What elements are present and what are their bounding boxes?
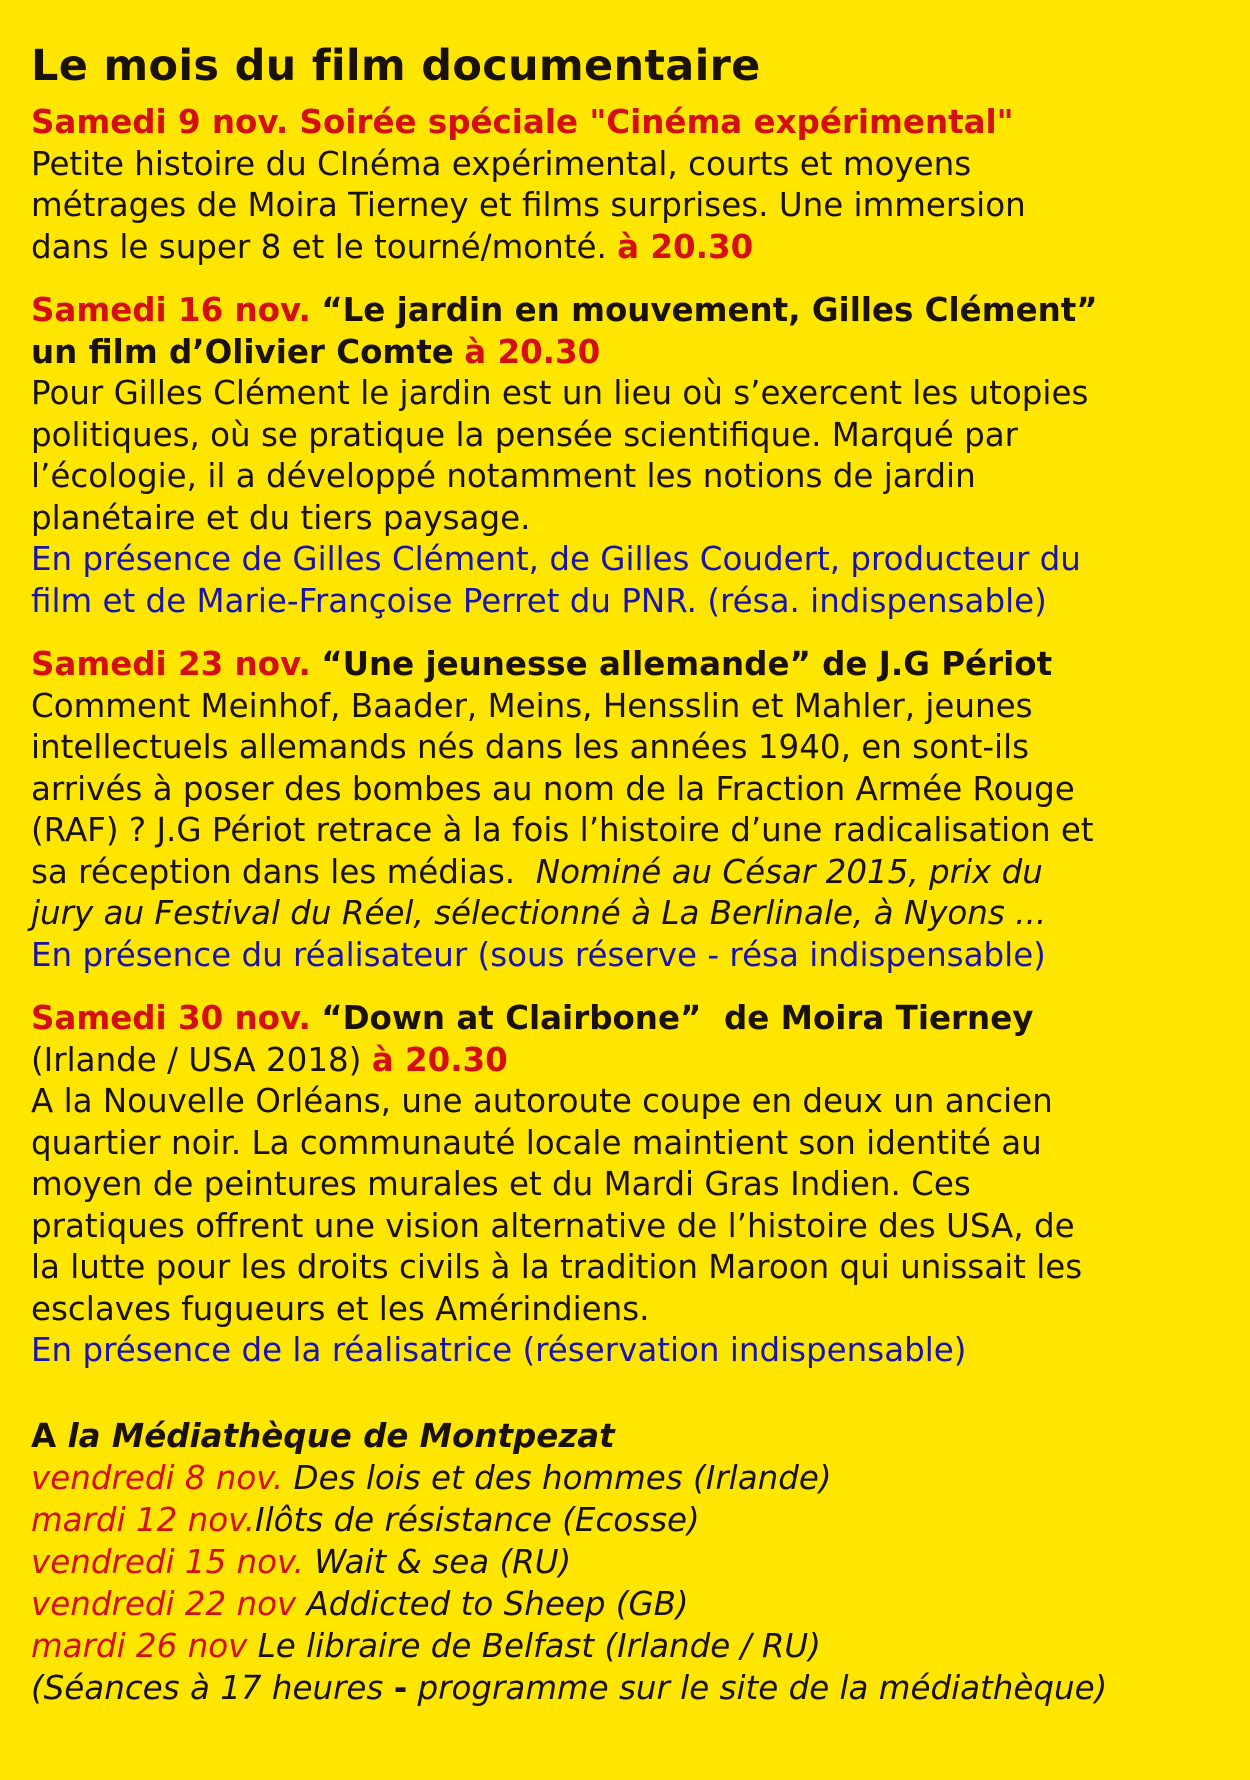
event-1 bbox=[31, 102, 1220, 268]
mediatheque-footer bbox=[31, 1667, 1220, 1709]
event-desc-line: A la Nouvelle Orléans, une autoroute coupe en deux un ancien bbox=[31, 1082, 1053, 1120]
mediatheque-heading-rest: la Médiathèque de Montpezat bbox=[67, 1416, 615, 1455]
film-director: un film d’Olivier Comte bbox=[31, 332, 454, 371]
event-desc-line: pratiques offrent une vision alternative de l’histoire des USA, de bbox=[31, 1206, 1075, 1245]
event-desc-line: l’écologie, il a développé notamment les notions de jardin bbox=[31, 457, 976, 495]
event-desc-line: Comment Meinhof, Baader, Meins, Hensslin et Mahler, jeunes bbox=[31, 686, 1033, 725]
event-desc-line: arrivés à poser des bombes au nom de la Fraction Armée Rouge bbox=[31, 769, 1075, 808]
event-desc-line: politiques, où se pratique la pensée scientifique. Marqué par bbox=[31, 415, 1018, 454]
event-date: Samedi 9 nov. Soirée spéciale "Cinéma expérimental" bbox=[31, 103, 1014, 141]
event-time: à 20.30 bbox=[371, 1040, 508, 1079]
footer-text-a: (Séances à 17 heures bbox=[31, 1669, 394, 1707]
event-date: Samedi 30 nov. bbox=[31, 999, 311, 1037]
event-3 bbox=[31, 644, 1220, 976]
event-2 bbox=[31, 290, 1220, 622]
event-desc-line: Pour Gilles Clément le jardin est un lieu où s’exercent les utopies bbox=[31, 374, 1089, 412]
list-item bbox=[31, 1457, 1220, 1499]
event-note-line: film et de Marie-Françoise Perret du PNR. (résa. indispensable) bbox=[31, 581, 1047, 620]
list-item bbox=[31, 1583, 1220, 1625]
screening-date: mardi 12 nov. bbox=[31, 1501, 256, 1539]
event-time: à 20.30 bbox=[617, 227, 754, 266]
event-desc-line: Petite histoire du CInéma expérimental, courts et moyens bbox=[31, 144, 972, 183]
event-4 bbox=[31, 998, 1220, 1372]
event-time: à 20.30 bbox=[464, 332, 601, 371]
event-desc-line: la lutte pour les droits civils à la tradition Maroon qui unissait les bbox=[31, 1248, 1083, 1286]
event-award-line: Nominé au César 2015, prix du bbox=[535, 852, 1043, 891]
event-note-line: En présence de Gilles Clément, de Gilles Coudert, producteur du bbox=[31, 540, 1081, 578]
film-title: “Une jeunesse allemande” de J.G Périot bbox=[321, 645, 1053, 683]
screening-date: vendredi 8 nov. bbox=[31, 1459, 284, 1497]
list-item bbox=[31, 1625, 1220, 1667]
mediatheque-list bbox=[31, 1457, 1220, 1709]
event-desc-line: dans le super 8 et le tourné/monté. bbox=[31, 227, 607, 266]
screening-date: mardi 26 nov bbox=[31, 1627, 248, 1665]
list-item bbox=[31, 1541, 1220, 1583]
page-title: Le mois du film documentaire bbox=[31, 41, 761, 91]
event-desc-line: intellectuels allemands nés dans les années 1940, en sont-ils bbox=[31, 728, 1030, 766]
event-note: En présence du réalisateur (sous réserve - résa indispensable) bbox=[31, 935, 1046, 974]
footer-text-b: programme sur le site de la médiathèque) bbox=[407, 1669, 1108, 1707]
footer-dash: - bbox=[393, 1669, 408, 1707]
film-title: “Down at Clairbone” de Moira Tierney bbox=[321, 999, 1034, 1037]
event-date: Samedi 23 nov. bbox=[31, 645, 311, 683]
screening-film: Ilôts de résistance (Ecosse) bbox=[255, 1501, 700, 1539]
event-date: Samedi 16 nov. bbox=[31, 291, 311, 329]
screening-film: Le libraire de Belfast (Irlande / RU) bbox=[247, 1627, 821, 1665]
screening-date: vendredi 22 nov bbox=[31, 1585, 297, 1623]
event-note: En présence de la réalisatrice (réservation indispensable) bbox=[31, 1331, 967, 1369]
film-origin: (Irlande / USA 2018) bbox=[31, 1040, 362, 1079]
screening-film: Addicted to Sheep (GB) bbox=[296, 1585, 689, 1623]
mediatheque-heading bbox=[31, 1416, 1220, 1458]
screening-film: Wait & sea (RU) bbox=[303, 1543, 572, 1581]
event-award-line: jury au Festival du Réel, sélectionné à La Berlinale, à Nyons ... bbox=[31, 894, 1047, 932]
event-desc-line: esclaves fugueurs et les Amérindiens. bbox=[31, 1289, 650, 1328]
list-item bbox=[31, 1499, 1220, 1541]
screening-film: Des lois et des hommes (Irlande) bbox=[283, 1459, 832, 1497]
event-desc-line: planétaire et du tiers paysage. bbox=[31, 498, 531, 537]
screening-date: vendredi 15 nov. bbox=[31, 1543, 304, 1581]
event-desc-line: métrages de Moira Tierney et films surprises. Une immersion bbox=[31, 186, 1026, 224]
event-desc-line: (RAF) ? J.G Périot retrace à la fois l’histoire d’une radicalisation et bbox=[31, 811, 1094, 849]
event-desc-line: sa réception dans les médias. bbox=[31, 852, 516, 891]
mediatheque-heading-a: A bbox=[31, 1416, 57, 1455]
film-title: “Le jardin en mouvement, Gilles Clément” bbox=[321, 291, 1098, 329]
event-desc-line: moyen de peintures murales et du Mardi Gras Indien. Ces bbox=[31, 1165, 971, 1203]
event-desc-line: quartier noir. La communauté locale maintient son identité au bbox=[31, 1123, 1042, 1162]
